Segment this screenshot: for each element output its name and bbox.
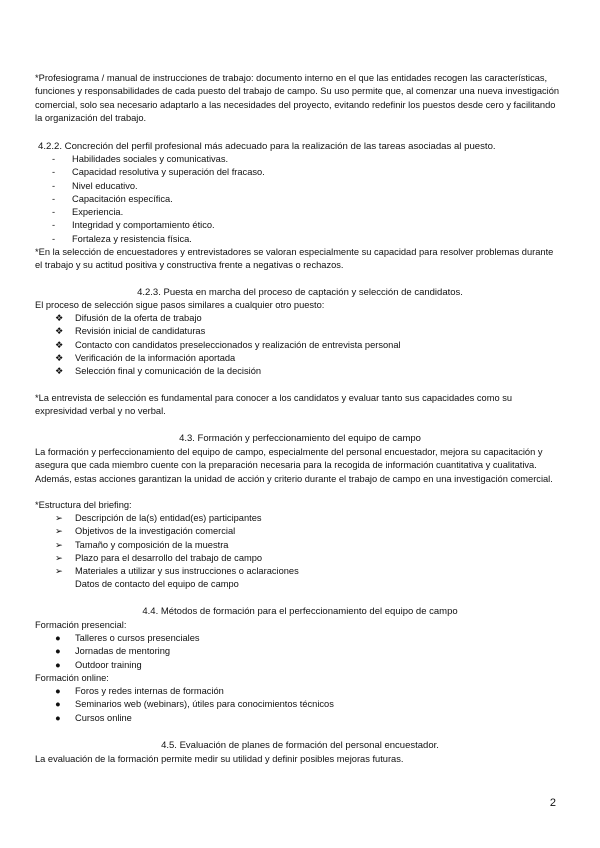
- list-item: ➢ Materiales a utilizar y sus instrucciones o aclaraciones: [55, 565, 299, 578]
- dot-bullet-icon: ●: [55, 712, 61, 723]
- online-list: [55, 685, 334, 725]
- list-item: ➢ Plazo para el desarrollo del trabajo de campo: [55, 552, 299, 565]
- list-item: ➢ Tamaño y composición de la muestra: [55, 539, 299, 552]
- diamond-bullet-icon: ❖: [55, 326, 64, 337]
- list-item: ❖ Selección final y comunicación de la decisión: [55, 365, 401, 378]
- dash-marker: -: [52, 193, 56, 204]
- presencial-list: [55, 632, 200, 672]
- online-label: Formación online:: [35, 673, 109, 683]
- section-423-note: *La entrevista de selección es fundamental para conocer a los candidatos y evaluar tanto sus capacidades como su expresividad verbal y no verbal.: [35, 393, 513, 417]
- intro-note: *Profesiograma / manual de instrucciones de trabajo: documento interno en el que las entidades recogen las características, funciones y responsabilidades de cada puesto del trabajo de campo. Su uso permite que, al comenzar una nueva investigación comercial, solo sea necesario adaptarlo a las necesidades del proyecto, evitando redefinir los puestos desde cero y facilitando la organización del trabajo.: [35, 73, 560, 123]
- list-item: ❖ Revisión inicial de candidaturas: [55, 325, 401, 338]
- list-item: ● Talleres o cursos presenciales: [55, 632, 200, 645]
- list-item: ● Outdoor training: [55, 659, 200, 672]
- dot-bullet-icon: ●: [55, 633, 61, 643]
- section-422-note: *En la selección de encuestadores y entrevistadores se valoran especialmente su capacidad para resolver problemas durante el trabajo y su actitud positiva y constructiva frente a negativas o rechazos.: [35, 247, 554, 271]
- section-423-heading: 4.2.3. Puesta en marcha del proceso de captación y selección de candidatos.: [137, 287, 463, 298]
- dash-marker: -: [52, 154, 56, 164]
- selection-steps-list: [55, 312, 401, 378]
- list-item: ● Seminarios web (webinars), útiles para conocimientos técnicos: [55, 698, 334, 711]
- list-item: ➢ Objetivos de la investigación comercial: [55, 525, 299, 538]
- list-item: - Fortaleza y resistencia física.: [52, 233, 265, 246]
- diamond-bullet-icon: ❖: [55, 313, 64, 323]
- section-45-body: La evaluación de la formación permite medir su utilidad y definir posibles mejoras futuras.: [35, 754, 404, 764]
- list-item: ❖ Contacto con candidatos preseleccionados y realización de entrevista personal: [55, 339, 401, 352]
- dash-marker: -: [52, 180, 56, 191]
- dash-marker: -: [52, 167, 56, 178]
- dot-bullet-icon: ●: [55, 686, 61, 696]
- dash-marker: -: [52, 207, 56, 218]
- list-item: - Nivel educativo.: [52, 180, 265, 193]
- briefing-label: *Estructura del briefing:: [35, 500, 132, 510]
- list-item: - Experiencia.: [52, 206, 265, 219]
- skills-list: [52, 153, 265, 246]
- list-item: ➢ Descripción de la(s) entidad(es) participantes: [55, 512, 299, 525]
- list-item: - Habilidades sociales y comunicativas.: [52, 153, 265, 166]
- section-43-body: La formación y perfeccionamiento del equipo de campo, especialmente del personal encuestador, mejora su capacitación y asegura que cada miembro cuente con la preparación necesaria para la recogida de información cuantitativa y cualitativa. Además, estas acciones garantizan la unidad de acción y criterio durante el trabajo de campo en una investigación comercial.: [35, 447, 553, 484]
- arrow-bullet-icon: ➢: [55, 566, 63, 577]
- list-item: - Integridad y comportamiento ético.: [52, 219, 265, 232]
- diamond-bullet-icon: ❖: [55, 366, 64, 377]
- dash-marker: -: [52, 233, 56, 244]
- list-item: ● Jornadas de mentoring: [55, 645, 200, 658]
- list-item: ● Foros y redes internas de formación: [55, 685, 334, 698]
- list-item: Datos de contacto del equipo de campo: [75, 579, 239, 590]
- section-43-heading: 4.3. Formación y perfeccionamiento del equipo de campo: [179, 433, 421, 444]
- dot-bullet-icon: ●: [55, 659, 61, 670]
- section-45-heading: 4.5. Evaluación de planes de formación del personal encuestador.: [161, 740, 439, 751]
- section-423-intro: El proceso de selección sigue pasos similares a cualquier otro puesto:: [35, 300, 325, 310]
- presencial-label: Formación presencial:: [35, 620, 127, 630]
- arrow-bullet-icon: ➢: [55, 513, 63, 523]
- arrow-bullet-icon: ➢: [55, 526, 63, 537]
- dot-bullet-icon: ●: [55, 699, 61, 710]
- dot-bullet-icon: ●: [55, 646, 61, 657]
- list-item: - Capacitación específica.: [52, 193, 265, 206]
- page-number: 2: [549, 797, 556, 809]
- arrow-bullet-icon: ➢: [55, 552, 63, 563]
- arrow-bullet-icon: ➢: [55, 539, 63, 550]
- diamond-bullet-icon: ❖: [55, 352, 64, 363]
- diamond-bullet-icon: ❖: [55, 339, 64, 350]
- list-item: ❖ Difusión de la oferta de trabajo: [55, 312, 401, 325]
- dash-marker: -: [52, 220, 56, 231]
- list-item: ● Cursos online: [55, 712, 334, 725]
- list-item: - Capacidad resolutiva y superación del fracaso.: [52, 166, 265, 179]
- section-422-heading: 4.2.2. Concreción del perfil profesional más adecuado para la realización de las tareas asociadas al puesto.: [38, 141, 496, 152]
- section-44-heading: 4.4. Métodos de formación para el perfeccionamiento del equipo de campo: [142, 606, 458, 617]
- briefing-list: [55, 512, 299, 592]
- list-item: ❖ Verificación de la información aportada: [55, 352, 401, 365]
